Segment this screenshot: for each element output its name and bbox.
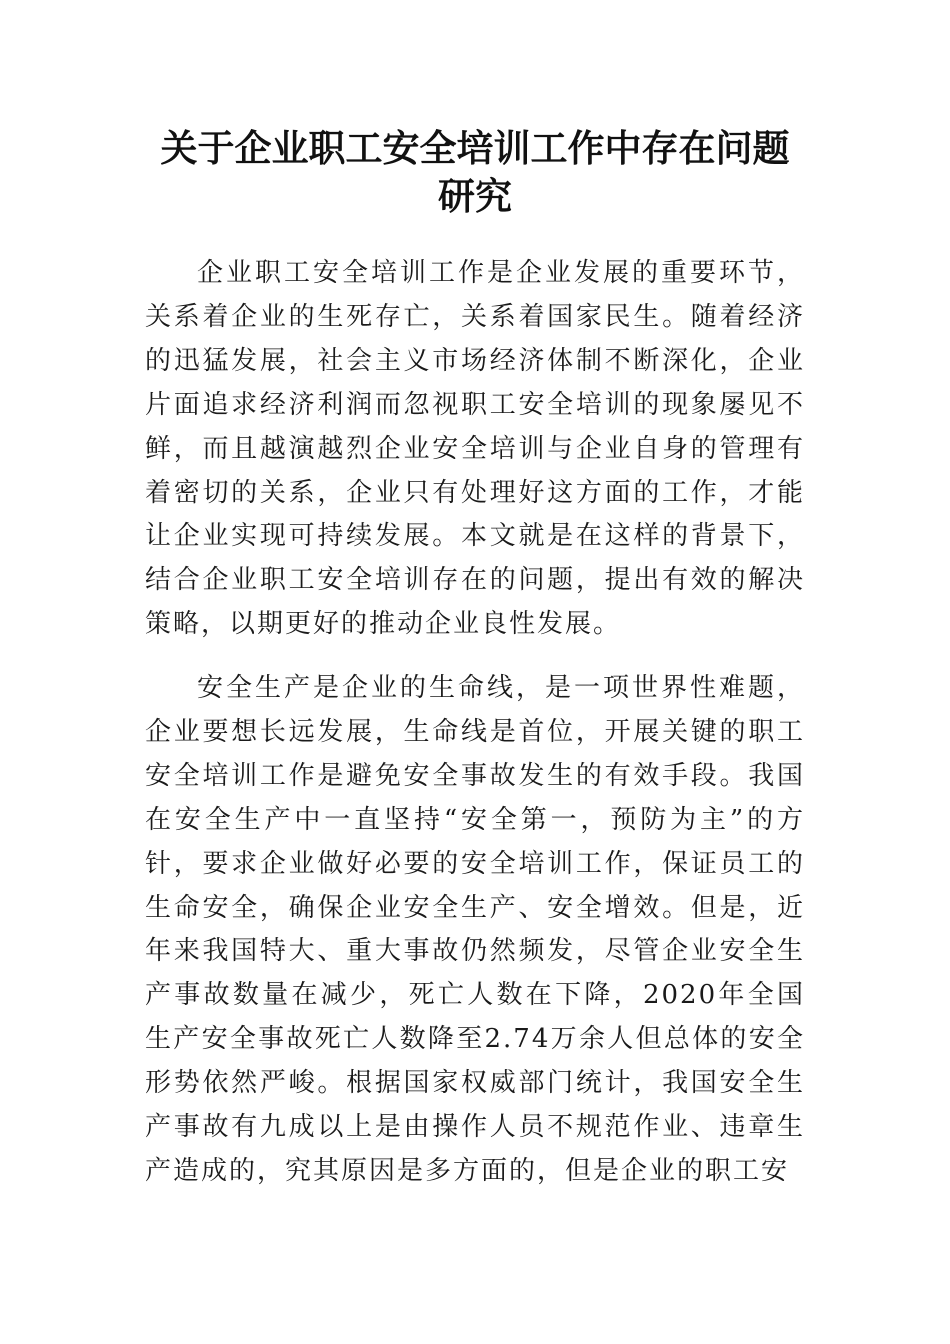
document-title: 关于企业职工安全培训工作中存在问题研究 xyxy=(160,126,790,218)
paragraph-intro: 企业职工安全培训工作是企业发展的重要环节，关系着企业的生死存亡，关系着国家民生。随着经济的迅猛发展，社会主义市场经济体制不断深化，企业片面追求经济利润而忽视职工安全培训的现象屡见不鲜，而且越演越烈企业安全培训与企业自身的管理有着密切的关系，企业只有处理好这方面的工作，才能让企业实现可持续发展。本文就是在这样的背景下，结合企业职工安全培训存在的问题，提出有效的解决策略，以期更好的推动企业良性发展。 xyxy=(145,258,805,640)
paragraph-safety-production: 安全生产是企业的生命线，是一项世界性难题，企业要想长远发展，生命线是首位，开展关键的职工安全培训工作是避免安全事故发生的有效手段。我国在安全生产中一直坚持“安全第一，预防为主”的方针，要求企业做好必要的安全培训工作，保证员工的生命安全，确保企业安全生产、安全增效。但是，近年来我国特大、重大事故仍然频发，尽管企业安全生产事故数量在减少，死亡人数在下降，2020年全国生产安全事故死亡人数降至2.74万余人但总体的安全形势依然严峻。根据国家权威部门统计，我国安全生产事故有九成以上是由操作人员不规范作业、违章生产造成的，究其原因是多方面的，但是企业的职工安 xyxy=(145,673,805,1186)
